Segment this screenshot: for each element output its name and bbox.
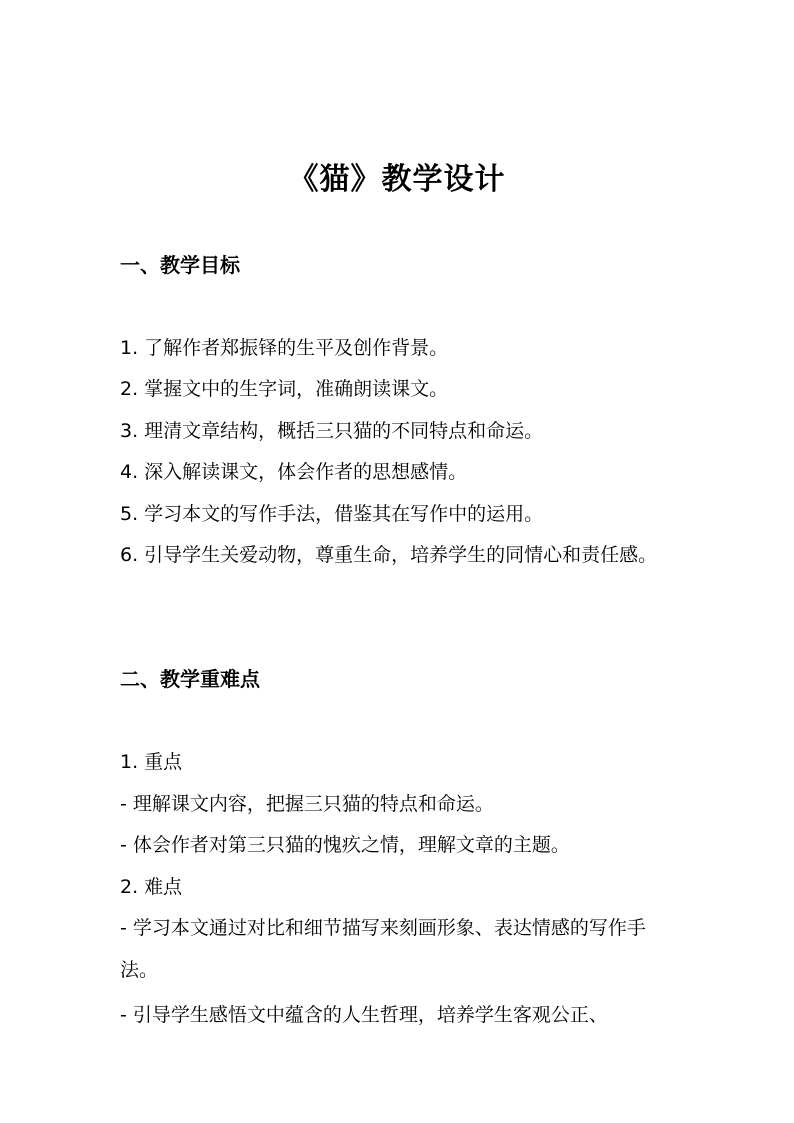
goal-item: 4. 深入解读课文，体会作者的思想感情。 [120, 461, 468, 483]
key-points-label: 1. 重点 [120, 751, 183, 773]
difficult-point-item: - 引导学生感悟文中蕴含的人生哲理，培养学生客观公正、 [120, 1004, 608, 1026]
difficult-point-item: - 学习本文通过对比和细节描写来刻画形象、表达情感的写作手法。 [120, 917, 646, 981]
goal-item: 5. 学习本文的写作手法，借鉴其在写作中的运用。 [120, 503, 544, 525]
section-heading-key-difficult-points: 二、教学重难点 [120, 667, 260, 691]
difficult-points-label: 2. 难点 [120, 876, 183, 898]
document-title: 《猫》教学设计 [288, 162, 506, 197]
goal-item: 1. 了解作者郑振铎的生平及创作背景。 [120, 337, 449, 359]
goal-item: 2. 掌握文中的生字词，准确朗读课文。 [120, 378, 449, 400]
goal-item: 3. 理清文章结构，概括三只猫的不同特点和命运。 [120, 420, 544, 442]
goal-item: 6. 引导学生关爱动物，尊重生命，培养学生的同情心和责任感。 [120, 544, 658, 566]
key-point-item: - 理解课文内容，把握三只猫的特点和命运。 [120, 793, 494, 815]
key-point-item: - 体会作者对第三只猫的愧疚之情，理解文章的主题。 [120, 834, 570, 856]
section-heading-teaching-goals: 一、教学目标 [120, 253, 240, 277]
